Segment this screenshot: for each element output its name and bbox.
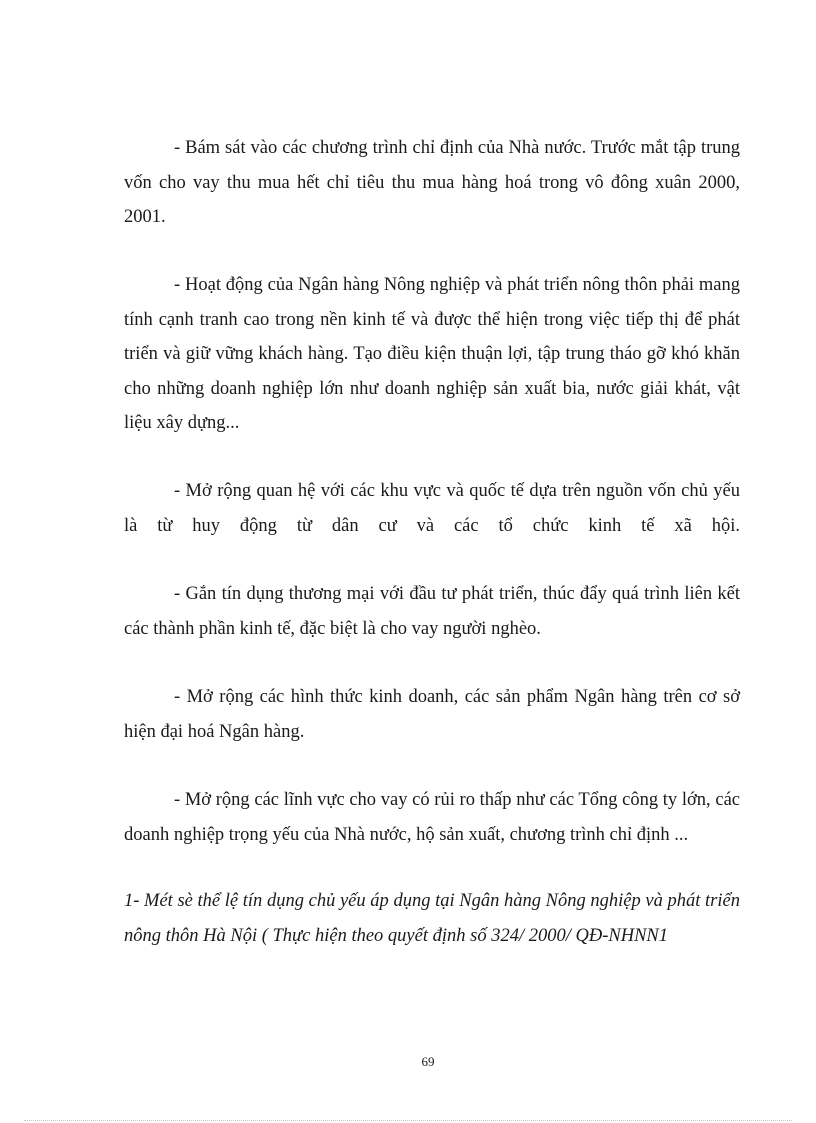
paragraph-1: - Bám sát vào các chương trình chỉ định của Nhà nước. Trước mắt tập trung vốn cho vay thu mua hết chỉ tiêu thu mua hàng hoá trong vô đông xuân 2000, 2001. [124,138,740,227]
page-bottom-divider [24,1120,792,1121]
paragraph-2: - Hoạt động của Ngân hàng Nông nghiệp và phát triển nông thôn phải mang tính cạnh tranh cao trong nền kinh tế và được thể hiện trong việc tiếp thị để phát triển và giữ vững khách hàng. Tạo điều kiện thuận lợi, tập trung tháo gỡ khó khăn cho những doanh nghiệp lớn như doanh nghiệp sản xuất bia, nước giải khát, vật liệu xây dựng... [124,275,740,433]
paragraph-4: - Gắn tín dụng thương mại với đầu tư phát triển, thúc đẩy quá trình liên kết các thành phần kinh tế, đặc biệt là cho vay người nghèo. [124,584,740,639]
section-heading: 1- Mét sè thể lệ tín dụng chủ yếu áp dụng tại Ngân hàng Nông nghiệp và phát triển nông thôn Hà Nội ( Thực hiện theo quyết định số 324/ 2000/ QĐ-NHNN1 [124,891,740,946]
page-number: 69 [421,1054,435,1069]
paragraph-6: - Mở rộng các lĩnh vực cho vay có rủi ro thấp như các Tổng công ty lớn, các doanh nghiệp trọng yếu của Nhà nước, hộ sản xuất, chương trình chỉ định ... [124,790,740,845]
paragraph-5: - Mở rộng các hình thức kinh doanh, các sản phẩm Ngân hàng trên cơ sở hiện đại hoá Ngân hàng. [124,687,740,742]
paragraph-3: - Mở rộng quan hệ với các khu vực và quốc tế dựa trên nguồn vốn chủ yếu là từ huy động từ dân cư và các tổ chức kinh tế xã hội. [124,481,740,536]
